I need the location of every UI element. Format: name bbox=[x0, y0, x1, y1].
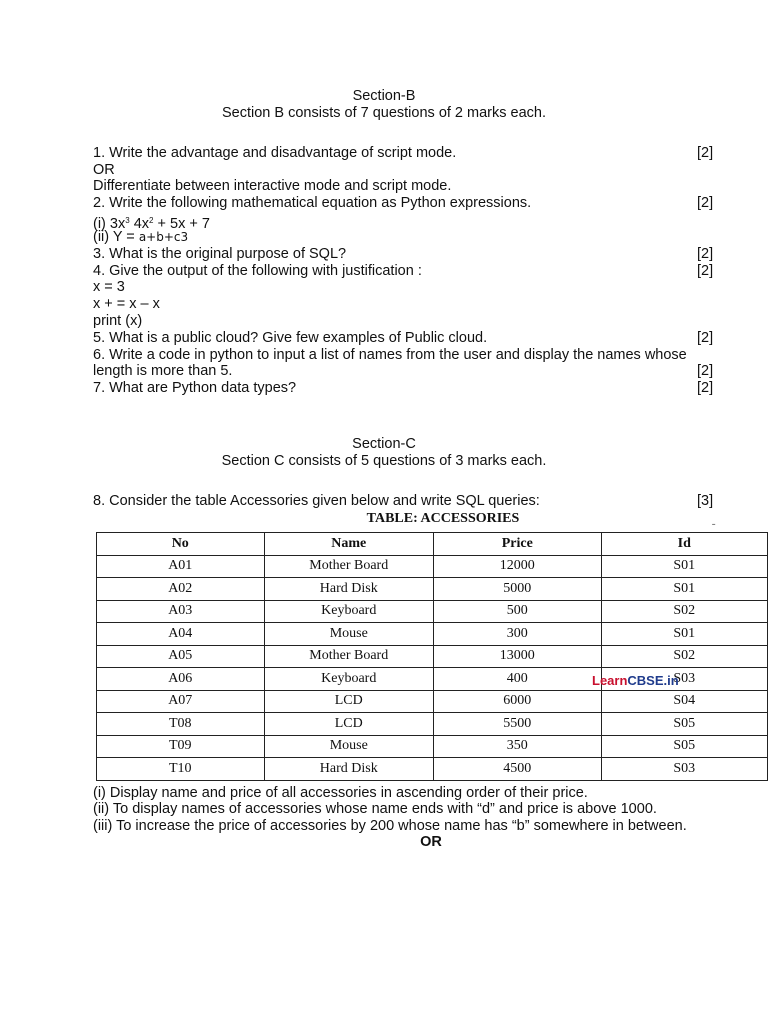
table-row bbox=[97, 758, 768, 781]
expr-sup-2: 2 bbox=[149, 216, 154, 225]
cell-no: A05 bbox=[97, 645, 265, 668]
header-name: Name bbox=[264, 533, 433, 556]
accessories-table bbox=[96, 532, 768, 781]
question-4: 4. Give the output of the following with justification : bbox=[93, 263, 422, 279]
cell-id: S02 bbox=[601, 645, 767, 668]
question-1: 1. Write the advantage and disadvantage of script mode. bbox=[93, 145, 457, 161]
header-no: No bbox=[97, 533, 265, 556]
question-3: 3. What is the original purpose of SQL? bbox=[93, 246, 347, 262]
table-row bbox=[97, 578, 768, 601]
scan-mark: ˗ bbox=[712, 518, 716, 529]
table-row bbox=[97, 690, 768, 713]
expr-part-b: 4x bbox=[129, 216, 150, 232]
cell-price: 13000 bbox=[433, 645, 601, 668]
expr-part-a: (i) 3x bbox=[93, 216, 126, 232]
section-c-subtitle: Section C consists of 5 questions of 3 marks each. bbox=[221, 453, 547, 469]
expr-sup-1: 3 bbox=[125, 216, 130, 225]
table-header-row bbox=[97, 533, 768, 556]
or-label-1: OR bbox=[93, 162, 115, 178]
sub-question-iii: (iii) To increase the price of accessories by 200 whose name has “b” somewhere in between. bbox=[93, 818, 687, 834]
section-b-title: Section-B bbox=[352, 88, 416, 104]
cell-no: A07 bbox=[97, 690, 265, 713]
cell-no: A06 bbox=[97, 668, 265, 691]
cell-name: LCD bbox=[264, 713, 433, 736]
table-row bbox=[97, 623, 768, 646]
header-price: Price bbox=[433, 533, 601, 556]
watermark-cbse: CBSE bbox=[627, 673, 664, 688]
cell-name: Mother Board bbox=[264, 555, 433, 578]
question-2-mark: [2] bbox=[697, 195, 714, 211]
cell-no: T08 bbox=[97, 713, 265, 736]
cell-id: S05 bbox=[601, 713, 767, 736]
cell-name: Mouse bbox=[264, 735, 433, 758]
question-4-mark: [2] bbox=[697, 263, 714, 279]
cell-no: A03 bbox=[97, 600, 265, 623]
code-line-3: print (x) bbox=[93, 313, 143, 329]
question-8-mark: [3] bbox=[697, 493, 714, 509]
table-row bbox=[97, 555, 768, 578]
question-1-alt: Differentiate between interactive mode and script mode. bbox=[93, 178, 452, 194]
watermark-learn: Learn bbox=[592, 673, 628, 688]
table-row bbox=[97, 713, 768, 736]
code-line-1: x = 3 bbox=[93, 279, 125, 295]
cell-name: Mouse bbox=[264, 623, 433, 646]
cell-price: 6000 bbox=[433, 690, 601, 713]
cell-price: 12000 bbox=[433, 555, 601, 578]
cell-price: 4500 bbox=[433, 758, 601, 781]
table-row bbox=[97, 600, 768, 623]
cell-no: A04 bbox=[97, 623, 265, 646]
question-5: 5. What is a public cloud? Give few examples of Public cloud. bbox=[93, 330, 488, 346]
cell-name: Keyboard bbox=[264, 600, 433, 623]
question-6-line-2: length is more than 5. bbox=[93, 363, 233, 379]
cell-id: S03 bbox=[601, 758, 767, 781]
question-6-mark: [2] bbox=[697, 363, 714, 379]
table-row bbox=[97, 645, 768, 668]
cell-id: S05 bbox=[601, 735, 767, 758]
expr-part-c: + 5x + 7 bbox=[153, 216, 210, 232]
cell-id: S01 bbox=[601, 555, 767, 578]
cell-name: Hard Disk bbox=[264, 758, 433, 781]
table-title: TABLE: ACCESSORIES bbox=[366, 511, 520, 526]
cell-id: S04 bbox=[601, 690, 767, 713]
expr-ii-value: a+b+c3 bbox=[138, 230, 189, 244]
header-id: Id bbox=[601, 533, 767, 556]
cell-id: S03 bbox=[601, 668, 767, 691]
cell-name: Keyboard bbox=[264, 668, 433, 691]
cell-no: T09 bbox=[97, 735, 265, 758]
code-line-2: x + = x – x bbox=[93, 296, 160, 312]
cell-price: 5500 bbox=[433, 713, 601, 736]
section-b-subtitle: Section B consists of 7 questions of 2 marks each. bbox=[222, 105, 546, 121]
watermark-domain: .in bbox=[663, 673, 679, 688]
cell-no: A02 bbox=[97, 578, 265, 601]
sub-question-i: (i) Display name and price of all accessories in ascending order of their price. bbox=[93, 785, 588, 801]
cell-id: S01 bbox=[601, 623, 767, 646]
cell-id: S02 bbox=[601, 600, 767, 623]
question-3-mark: [2] bbox=[697, 246, 714, 262]
question-2: 2. Write the following mathematical equation as Python expressions. bbox=[93, 195, 532, 211]
cell-name: LCD bbox=[264, 690, 433, 713]
question-6-line-1: 6. Write a code in python to input a list of names from the user and display the names whose bbox=[93, 347, 687, 363]
question-2-part-ii bbox=[93, 229, 188, 246]
question-8: 8. Consider the table Accessories given below and write SQL queries: bbox=[93, 493, 540, 509]
question-7-mark: [2] bbox=[697, 380, 714, 396]
expr-ii-label: (ii) Y = bbox=[93, 229, 139, 245]
learncbse-watermark bbox=[592, 673, 679, 688]
cell-price: 500 bbox=[433, 600, 601, 623]
cell-no: A01 bbox=[97, 555, 265, 578]
question-1-mark: [2] bbox=[697, 145, 714, 161]
cell-price: 5000 bbox=[433, 578, 601, 601]
or-label-2: OR bbox=[420, 834, 442, 850]
sub-question-ii: (ii) To display names of accessories whose name ends with “d” and price is above 1000. bbox=[93, 801, 657, 817]
cell-no: T10 bbox=[97, 758, 265, 781]
question-7: 7. What are Python data types? bbox=[93, 380, 297, 396]
question-5-mark: [2] bbox=[697, 330, 714, 346]
cell-price: 350 bbox=[433, 735, 601, 758]
cell-name: Hard Disk bbox=[264, 578, 433, 601]
section-c-title: Section-C bbox=[352, 436, 416, 452]
cell-id: S01 bbox=[601, 578, 767, 601]
cell-price: 300 bbox=[433, 623, 601, 646]
table-row bbox=[97, 735, 768, 758]
cell-name: Mother Board bbox=[264, 645, 433, 668]
cell-price: 400 bbox=[433, 668, 601, 691]
